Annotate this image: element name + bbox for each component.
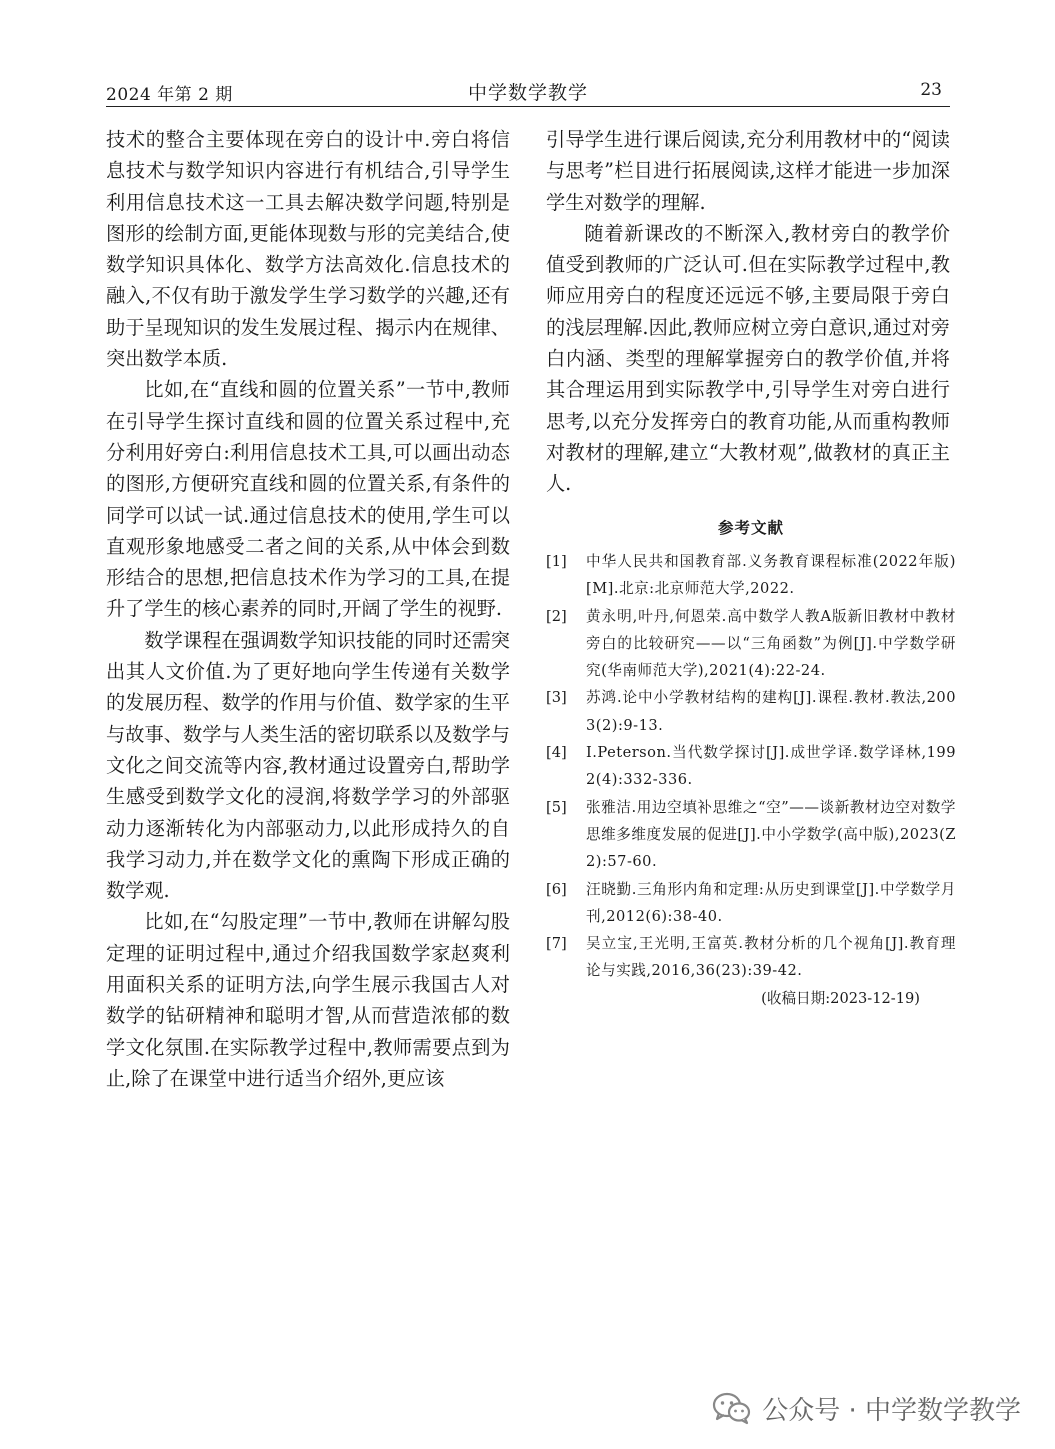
reference-number: [1] <box>546 553 567 570</box>
reference-item <box>546 794 956 876</box>
issue-label: 2024 年第 2 期 <box>106 85 233 105</box>
reference-number: [3] <box>546 689 567 707</box>
paragraph: 比如,在“直线和圆的位置关系”一节中,教师在引导学生探讨直线和圆的位置关系过程中,充分利用好旁白:利用信息技术工具,可以画出动态的图形,方便研究直线和圆的位置关系,有条件的同学可以试一试.通过信息技术的使用,学生可以直观形象地感受二者之间的关系,从中体会到数形结合的思想,把信息技术作为学习的工具,在提升了学生的核心素养的同时,开阔了学生的视野. <box>106 378 510 621</box>
reference-number: [4] <box>546 744 567 762</box>
reference-item <box>546 739 956 794</box>
wechat-icon <box>712 1391 752 1425</box>
paragraph: 随着新课改的不断深入,教材旁白的教学价值受到教师的广泛认可.但在实际教学过程中,教师应用旁白的程度还远远不够,主要局限于旁白的浅层理解.因此,教师应树立旁白意识,通过对旁白内涵、类型的理解掌握旁白的教学价值,并将其合理运用到实际教学中,引导学生对旁白进行思考,以充分发挥旁白的教育功能,从而重构教师对教材的理解,建立“大教材观”,做教材的真正主人. <box>546 221 950 496</box>
reference-text: 吴立宝,王光明,王富英.教材分析的几个视角[J].教育理论与实践,2016,36(23):39-42. <box>586 935 956 980</box>
reference-text: I.Peterson.当代数学探讨[J].成世学译.数学译林,1992(4):332-336. <box>586 744 956 789</box>
reference-text: 中华人民共和国教育部.义务教育课程标准(2022年版)[M].北京:北京师范大学,2022. <box>586 553 956 598</box>
paragraph: 技术的整合主要体现在旁白的设计中.旁白将信息技术与数学知识内容进行有机结合,引导学生利用信息技术这一工具去解决数学问题,特别是图形的绘制方面,更能体现数与形的完美结合,使数学知识具体化、数学方法高效化.信息技术的融入,不仅有助于激发学生学习数学的兴趣,还有助于呈现知识的发生发展过程、揭示内在规律、突出数学本质. <box>106 128 510 371</box>
paragraph: 比如,在“勾股定理”一节中,教师在讲解勾股定理的证明过程中,通过介绍我国数学家赵爽利用面积关系的证明方法,向学生展示我国古人对数学的钻研精神和聪明才智,从而营造浓郁的数学文化氛围.在实际教学过程中,教师需要点到为止,除了在课堂中进行适当介绍外,更应该 <box>106 910 510 1090</box>
reference-text: 黄永明,叶丹,何恩荣.高中数学人教A版新旧教材中教材旁白的比较研究——以“三角函数”为例[J].中学数学研究(华南师范大学),2021(4):22-24. <box>586 607 956 680</box>
page-number: 23 <box>920 80 942 100</box>
reference-item <box>546 603 956 685</box>
reference-text: 张雅洁.用边空填补思维之“空”——谈新教材边空对数学思维多维度发展的促进[J].中小学数学(高中版),2023(Z2):57-60. <box>586 798 956 871</box>
reference-number: [6] <box>546 880 567 898</box>
left-column <box>106 124 510 1094</box>
paragraph: 数学课程在强调数学知识技能的同时还需突出其人文价值.为了更好地向学生传递有关数学的发展历程、数学的作用与价值、数学家的生平与故事、数学与人类生活的密切联系以及数学与文化之间交流等内容,教材通过设置旁白,帮助学生感受到数学文化的浸润,将数学学习的外部驱动力逐渐转化为内部驱动力,以此形成持久的自我学习动力,并在数学文化的熏陶下形成正确的数学观. <box>106 628 510 903</box>
right-column <box>546 124 950 500</box>
watermark-text: 公众号 · 中学数学教学 <box>762 1395 1021 1426</box>
running-header <box>106 76 950 107</box>
reference-number: [5] <box>546 798 567 816</box>
paragraph: 引导学生进行课后阅读,充分利用教材中的“阅读与思考”栏目进行拓展阅读,这样才能进一步加深学生对数学的理解. <box>546 128 950 214</box>
journal-title: 中学数学教学 <box>467 82 588 104</box>
reference-item <box>546 930 956 985</box>
reference-text: 苏鸿.论中小学教材结构的建构[J].课程.教材.教法,2003(2):9-13. <box>586 689 956 734</box>
reference-text: 汪晓勤.三角形内角和定理:从历史到课堂[J].中学数学月刊,2012(6):38-40. <box>586 880 956 925</box>
reference-number: [7] <box>546 935 567 953</box>
references-title: 参考文献 <box>717 519 784 537</box>
references-section <box>546 516 956 1012</box>
reference-item <box>546 876 956 931</box>
reference-number: [2] <box>546 607 567 625</box>
reference-item <box>546 684 956 739</box>
received-date: (收稿日期:2023-12-19) <box>761 989 920 1007</box>
wechat-watermark <box>712 1386 1021 1430</box>
reference-item <box>546 548 956 603</box>
